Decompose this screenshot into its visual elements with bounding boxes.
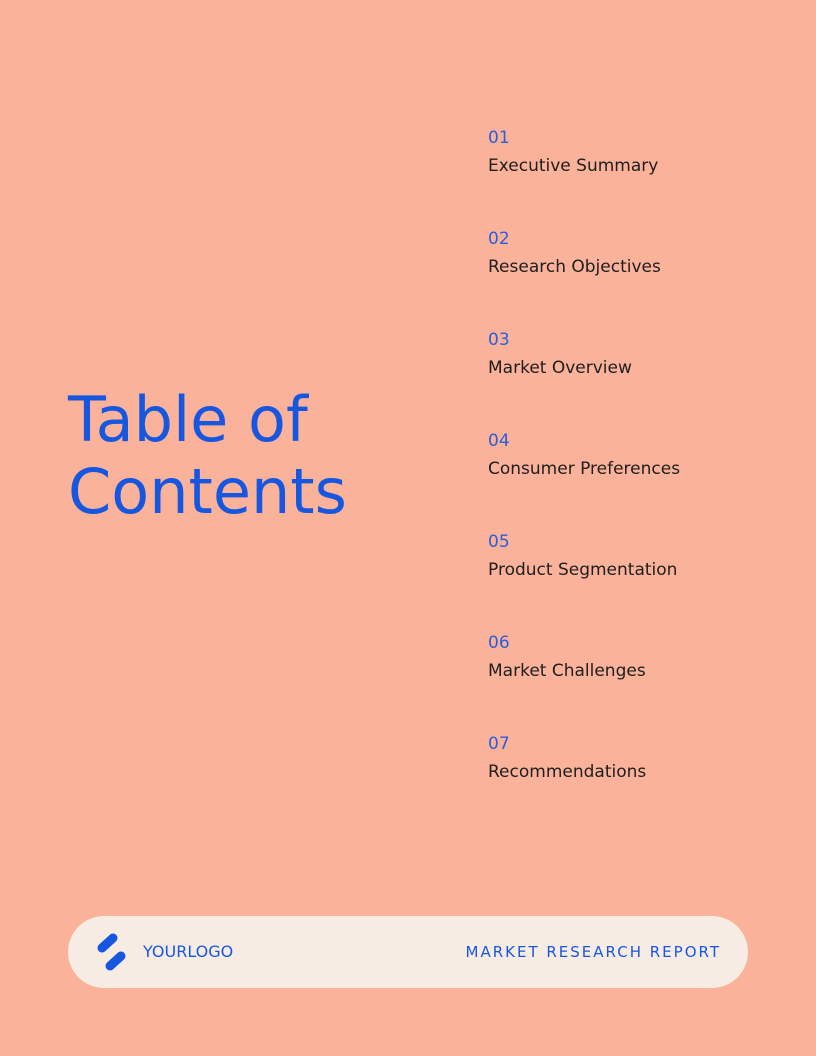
toc-label: Recommendations [488, 762, 647, 782]
toc-item-executive-summary[interactable] [488, 124, 788, 225]
page-title-line-1: Table of [68, 383, 308, 456]
toc-item-consumer-preferences[interactable] [488, 427, 788, 528]
logo-text: YOURLOGO [143, 942, 234, 961]
table-of-contents-list [488, 124, 788, 831]
page-title-line-2: Contents [68, 455, 347, 528]
toc-label: Executive Summary [488, 156, 659, 176]
toc-number: 03 [488, 330, 510, 350]
toc-item-product-segmentation[interactable] [488, 528, 788, 629]
toc-item-recommendations[interactable] [488, 730, 788, 831]
toc-number: 05 [488, 532, 510, 552]
toc-label: Market Challenges [488, 661, 646, 681]
toc-item-market-overview[interactable] [488, 326, 788, 427]
toc-label: Consumer Preferences [488, 459, 681, 479]
toc-number: 01 [488, 128, 510, 148]
toc-label: Market Overview [488, 358, 632, 378]
toc-number: 07 [488, 734, 510, 754]
toc-number: 04 [488, 431, 510, 451]
footer-bar [68, 916, 748, 988]
page-title [68, 384, 428, 528]
report-label: MARKET RESEARCH REPORT [465, 943, 721, 961]
toc-item-market-challenges[interactable] [488, 629, 788, 730]
toc-number: 06 [488, 633, 510, 653]
logo-mark-icon [94, 933, 134, 973]
toc-item-research-objectives[interactable] [488, 225, 788, 326]
toc-label: Product Segmentation [488, 560, 678, 580]
toc-number: 02 [488, 229, 510, 249]
toc-label: Research Objectives [488, 257, 661, 277]
